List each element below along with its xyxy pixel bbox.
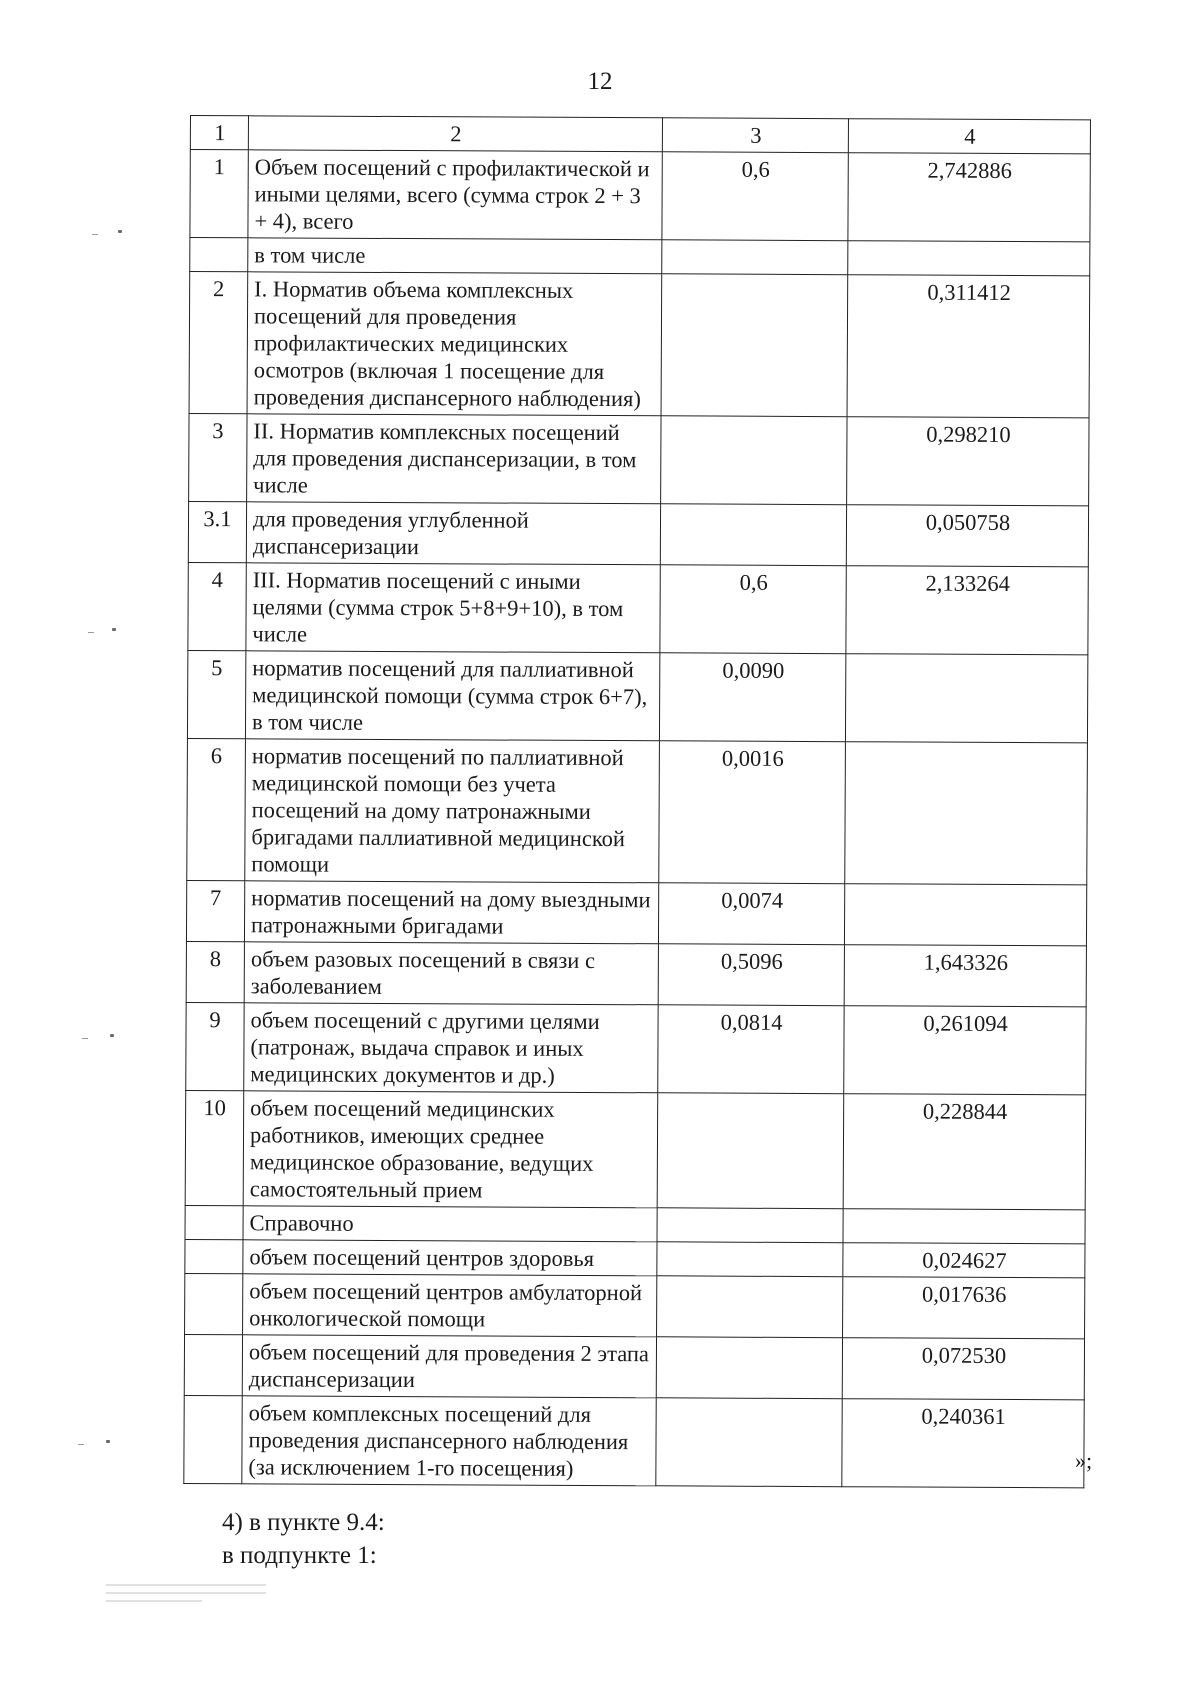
scan-mark [78, 1444, 84, 1445]
row-col3-value-cell: 0,5096 [658, 944, 844, 1006]
row-description-cell: объем разовых посещений в связи с заболеванием [244, 942, 658, 1005]
row-number-cell: 3.1 [188, 501, 246, 562]
row-col3-value-cell: 0,6 [662, 152, 848, 241]
table-row [186, 1002, 1086, 1094]
row-number-cell: 2 [189, 272, 248, 414]
row-col4-value-cell [845, 654, 1087, 743]
header-cell-1: 1 [190, 116, 248, 150]
table-row [185, 1239, 1085, 1277]
row-col3-value-cell [660, 504, 846, 566]
row-col4-value-cell: 0,261094 [844, 1006, 1086, 1095]
row-description-cell: объем посещений центров здоровья [243, 1240, 657, 1276]
row-col4-value-cell: 0,298210 [847, 417, 1089, 506]
row-number-cell: 6 [187, 738, 246, 880]
row-col4-value-cell: 2,742886 [848, 153, 1090, 242]
row-number-cell [185, 1205, 243, 1239]
scan-mark [112, 628, 116, 631]
row-col4-value-cell: 2,133264 [846, 566, 1088, 655]
row-number-cell: 3 [189, 413, 247, 501]
row-col4-value-cell [848, 241, 1090, 276]
row-description-cell: II. Норматив комплексных посещений для проведения диспансеризации, в том числе [247, 414, 661, 504]
row-col4-value-cell: 0,240361 [842, 1399, 1084, 1488]
paragraph-subitem-1: в подпункте 1: [222, 1542, 377, 1569]
norms-table [183, 115, 1091, 1488]
row-col4-value-cell [844, 884, 1086, 946]
table-row [188, 562, 1088, 654]
row-col3-value-cell [657, 1208, 843, 1243]
row-col4-value-cell: 0,024627 [843, 1243, 1085, 1278]
closing-quote: »; [1075, 1448, 1093, 1473]
header-cell-4: 4 [848, 119, 1090, 154]
row-col4-value-cell: 0,072530 [842, 1338, 1084, 1400]
row-col4-value-cell: 0,017636 [843, 1277, 1085, 1339]
table-row [185, 1205, 1085, 1243]
row-description-cell: III. Норматив посещений с иными целями (сумма строк 5+8+9+10), в том числе [246, 563, 660, 653]
row-col3-value-cell [657, 1093, 844, 1209]
scan-mark [92, 234, 98, 235]
scan-mark [110, 1034, 114, 1037]
row-col4-value-cell [843, 1209, 1085, 1244]
table-row [186, 941, 1086, 1006]
header-cell-2: 2 [248, 116, 662, 152]
table-row [185, 1090, 1086, 1209]
row-number-cell: 4 [188, 562, 246, 650]
scan-mark [106, 1440, 110, 1443]
row-col3-value-cell [656, 1398, 842, 1487]
norms-table-body [184, 116, 1091, 1488]
row-col4-value-cell: 0,050758 [846, 505, 1088, 567]
table-header-row [190, 116, 1090, 154]
row-col3-value-cell: 0,0814 [658, 1005, 844, 1094]
row-col3-value-cell: 0,0074 [658, 883, 844, 945]
row-number-cell: 9 [186, 1002, 244, 1090]
row-col4-value-cell [845, 742, 1088, 885]
row-description-cell: норматив посещений для паллиативной медицинской помощи (сумма строк 6+7), в том числе [245, 651, 659, 741]
table-row [187, 738, 1088, 884]
row-col3-value-cell [661, 416, 847, 505]
row-col3-value-cell [657, 1242, 843, 1277]
row-number-cell: 7 [186, 880, 244, 941]
scan-mark [82, 1038, 88, 1039]
row-col3-value-cell [661, 274, 848, 417]
row-col3-value-cell: 0,0016 [659, 741, 846, 884]
row-number-cell: 5 [187, 650, 245, 738]
row-col4-value-cell: 0,228844 [843, 1094, 1086, 1210]
table-row [188, 501, 1088, 566]
table-row [186, 880, 1086, 945]
row-description-cell: объем посещений с другими целями (патронаж, выдача справок и иных медицинских документов и др.) [244, 1003, 658, 1093]
paragraph-item-4: 4) в пункте 9.4: [222, 1509, 385, 1536]
row-number-cell: 10 [185, 1090, 244, 1205]
scan-mark [88, 632, 94, 633]
table-row [187, 650, 1087, 742]
row-description-cell: I. Норматив объема комплексных посещений для проведения профилактических медицинских осмотров (включая 1 посещение для проведения диспансерного наблюдения) [247, 272, 662, 416]
table-row [190, 150, 1090, 242]
header-cell-3: 3 [662, 118, 848, 153]
row-description-cell: для проведения углубленной диспансеризации [246, 502, 660, 565]
table-row [184, 1334, 1084, 1399]
row-description-cell: объем комплексных посещений для проведения диспансерного наблюдения (за исключением 1-го посещения) [242, 1396, 656, 1486]
row-number-cell [185, 1273, 243, 1334]
row-description-cell: норматив посещений на дому выездными патронажными бригадами [244, 881, 658, 944]
page-number: 12 [587, 68, 613, 95]
scan-mark [118, 230, 122, 233]
row-col3-value-cell [662, 240, 848, 275]
row-col4-value-cell: 0,311412 [847, 275, 1090, 418]
row-number-cell [184, 1334, 242, 1395]
row-number-cell: 8 [186, 941, 244, 1002]
faded-stamp [106, 1578, 266, 1628]
row-description-cell: норматив посещений по паллиативной медицинской помощи без учета посещений на дому патронажными бригадами паллиативной медицинской помощи [245, 739, 660, 883]
row-description-cell: объем посещений медицинских работников, имеющих среднее медицинское образование, ведущих самостоятельный прием [243, 1091, 658, 1208]
row-number-cell [185, 1239, 243, 1273]
row-description-cell: объем посещений для проведения 2 этапа диспансеризации [242, 1335, 656, 1398]
row-col3-value-cell: 0,6 [660, 565, 846, 654]
row-description-cell: Справочно [243, 1206, 657, 1242]
row-col3-value-cell [657, 1276, 843, 1338]
table-row [189, 272, 1090, 418]
row-description-cell: Объем посещений с профилактической и иными целями, всего (сумма строк 2 + 3 + 4), всего [248, 150, 662, 240]
table-row [185, 1273, 1085, 1338]
row-description-cell: объем посещений центров амбулаторной онкологической помощи [243, 1274, 657, 1337]
row-number-cell [184, 1395, 242, 1483]
row-number-cell: 1 [190, 150, 248, 238]
row-description-cell: в том числе [248, 238, 662, 274]
row-number-cell [190, 238, 248, 272]
table-row [184, 1395, 1084, 1487]
row-col3-value-cell: 0,0090 [659, 653, 845, 742]
table-row [189, 413, 1089, 505]
table-row [190, 238, 1090, 276]
row-col4-value-cell: 1,643326 [844, 945, 1086, 1007]
row-col3-value-cell [656, 1337, 842, 1399]
